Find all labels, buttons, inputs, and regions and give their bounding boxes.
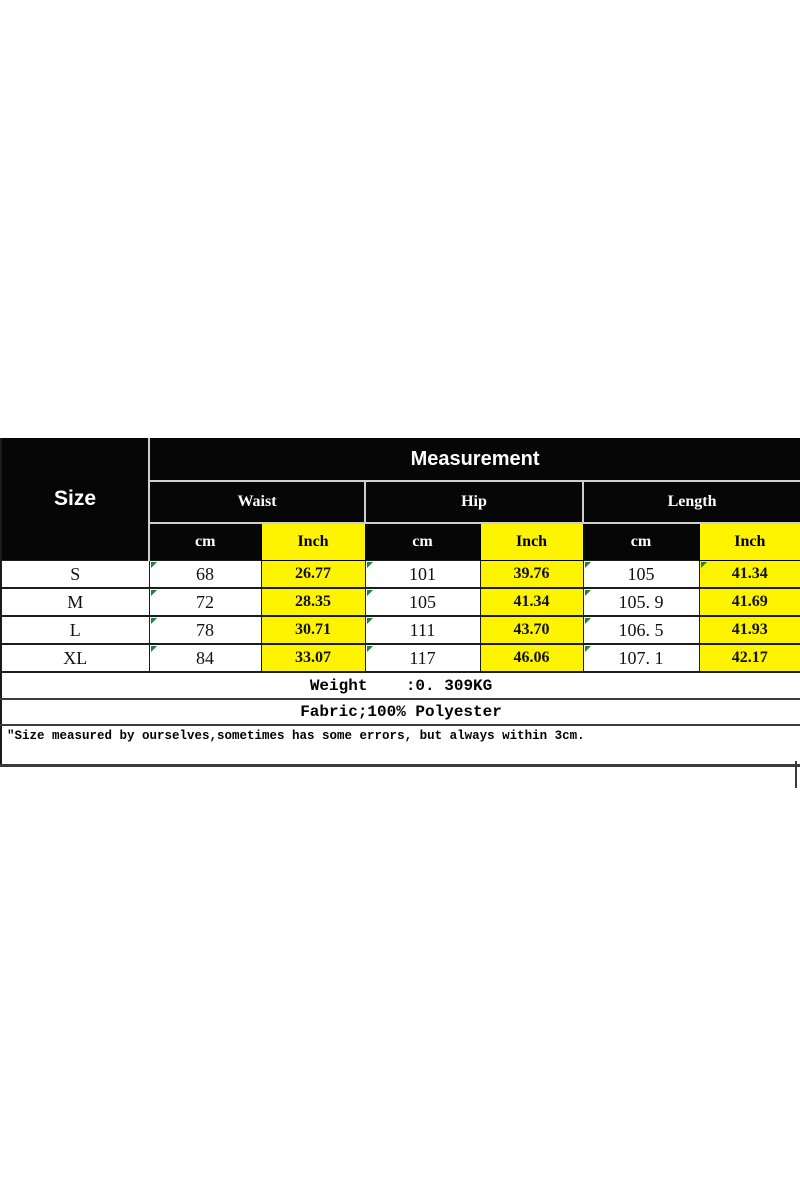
cell-corner-marker-icon	[585, 590, 591, 596]
unit-header-length-cm: cm	[583, 523, 699, 561]
unit-header-waist-inch: Inch	[261, 523, 365, 561]
waist-inch-value: 28.35	[261, 588, 365, 616]
waist-inch-value: 33.07	[261, 644, 365, 672]
group-header-waist: Waist	[149, 481, 365, 523]
table-row-size-xl	[1, 644, 800, 672]
size-value: M	[1, 588, 149, 616]
cell-corner-marker-icon	[585, 562, 591, 568]
unit-header-hip-inch: Inch	[480, 523, 583, 561]
waist-cm-value: 72	[149, 588, 261, 616]
waist-inch-value: 30.71	[261, 616, 365, 644]
table-row-size-m	[1, 588, 800, 616]
hip-inch-value: 46.06	[480, 644, 583, 672]
hip-inch-value: 43.70	[480, 616, 583, 644]
length-inch-value: 41.93	[699, 616, 800, 644]
cell-corner-marker-icon	[367, 618, 373, 624]
length-cm-value: 107. 1	[583, 644, 699, 672]
gridline-stub	[795, 761, 797, 788]
unit-header-hip-cm: cm	[365, 523, 480, 561]
waist-cm-value: 84	[149, 644, 261, 672]
cell-corner-marker-icon	[367, 590, 373, 596]
size-chart-table	[0, 438, 800, 767]
cell-corner-marker-icon	[585, 646, 591, 652]
size-value: L	[1, 616, 149, 644]
unit-header-waist-cm: cm	[149, 523, 261, 561]
cell-corner-marker-icon	[585, 618, 591, 624]
fabric-info: Fabric;100% Polyester	[1, 699, 800, 725]
size-value: S	[1, 561, 149, 589]
cell-corner-marker-icon	[701, 562, 707, 568]
measurement-note: ″Size measured by ourselves,sometimes has some errors, but always within 3cm.	[1, 725, 800, 766]
length-cm-value: 105	[583, 561, 699, 589]
cell-corner-marker-icon	[151, 562, 157, 568]
size-value: XL	[1, 644, 149, 672]
hip-cm-value: 111	[365, 616, 480, 644]
table-row-size-l	[1, 616, 800, 644]
hip-cm-value: 105	[365, 588, 480, 616]
hip-cm-value: 117	[365, 644, 480, 672]
cell-corner-marker-icon	[367, 562, 373, 568]
length-inch-value: 41.34	[699, 561, 800, 589]
hip-inch-value: 39.76	[480, 561, 583, 589]
length-cm-value: 106. 5	[583, 616, 699, 644]
cell-corner-marker-icon	[151, 618, 157, 624]
waist-cm-value: 78	[149, 616, 261, 644]
cell-corner-marker-icon	[151, 590, 157, 596]
length-inch-value: 41.69	[699, 588, 800, 616]
hip-inch-value: 41.34	[480, 588, 583, 616]
measurement-title: Measurement	[149, 438, 800, 481]
cell-corner-marker-icon	[151, 646, 157, 652]
hip-cm-value: 101	[365, 561, 480, 589]
waist-inch-value: 26.77	[261, 561, 365, 589]
weight-info: Weight :0. 309KG	[1, 672, 800, 699]
length-cm-value: 105. 9	[583, 588, 699, 616]
length-inch-value: 42.17	[699, 644, 800, 672]
group-header-length: Length	[583, 481, 800, 523]
group-header-hip: Hip	[365, 481, 583, 523]
size-column-header: Size	[1, 438, 149, 561]
table-row-size-s	[1, 561, 800, 589]
unit-header-length-inch: Inch	[699, 523, 800, 561]
waist-cm-value: 68	[149, 561, 261, 589]
cell-corner-marker-icon	[367, 646, 373, 652]
